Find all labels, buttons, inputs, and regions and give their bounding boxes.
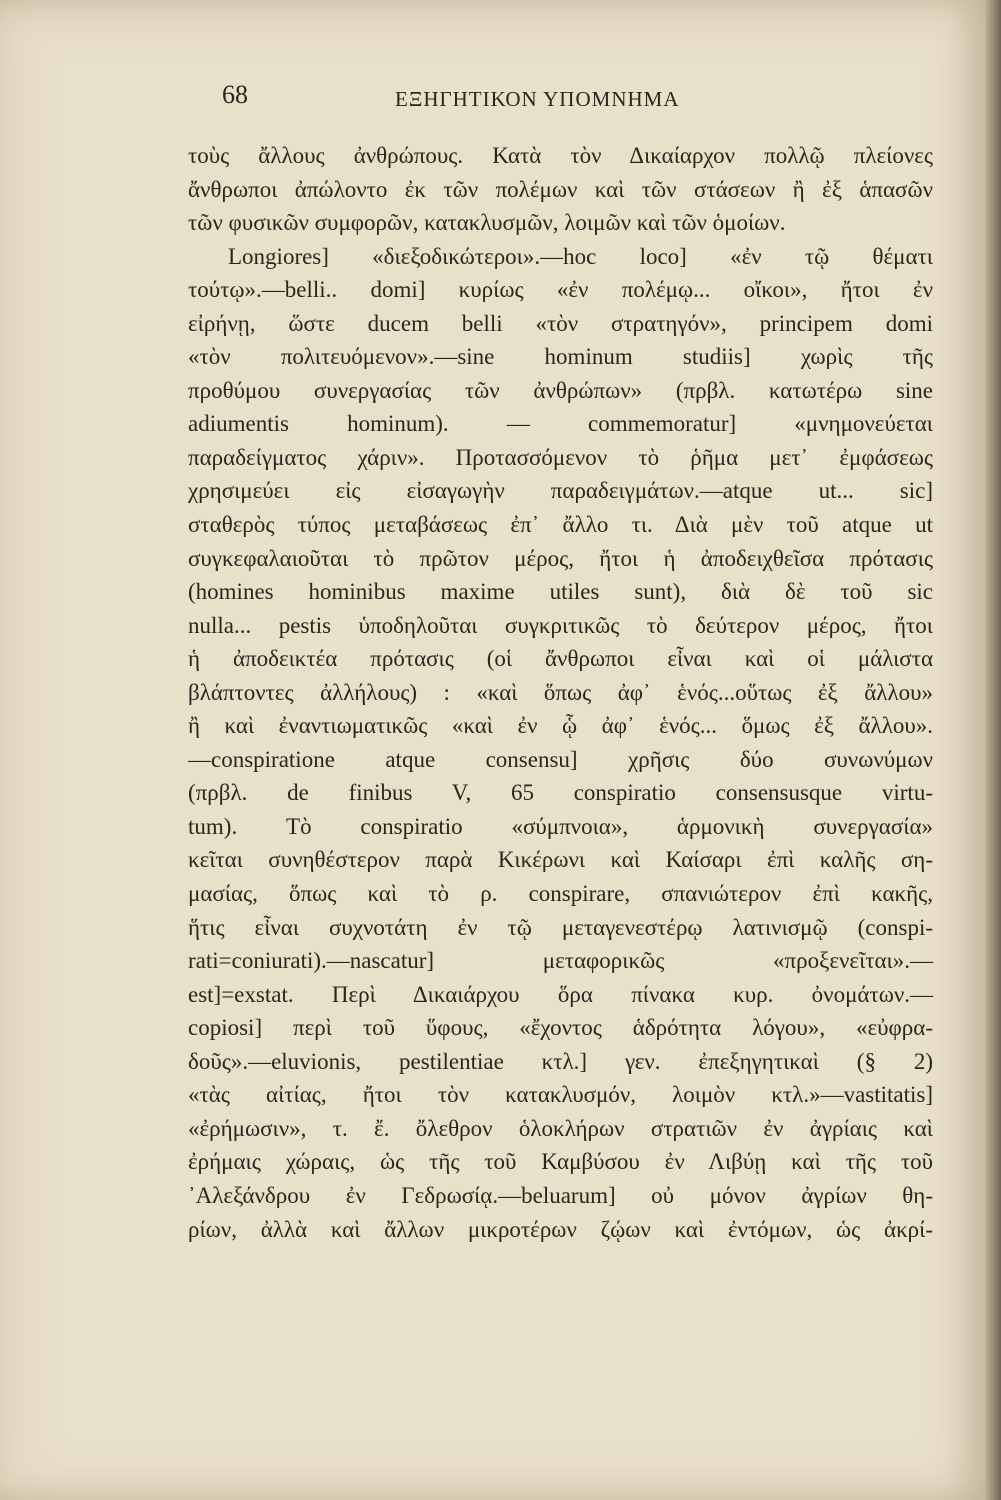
text-line: ἐρήμαις χώραις, ὡς τῆς τοῦ Καμβύσου ἐν Λιβύῃ καὶ τῆς τοῦ [188, 1149, 933, 1175]
text-line: (homines hominibus maxime utiles sunt), διὰ δὲ τοῦ sic [188, 579, 933, 605]
text-line: συγκεφαλαιοῦται τὸ πρῶτον μέρος, ἤτοι ἡ ἀποδειχθεῖσα πρότασις [188, 545, 933, 571]
text-line: «ἐρήμωσιν», τ. ἔ. ὄλεθρον ὁλοκλήρων στρατιῶν ἐν ἀγρίαις καὶ [188, 1115, 933, 1141]
text-line: nulla... pestis ὑποδηλοῦται συγκριτικῶς τὸ δεύτερον μέρος, ἤτοι [188, 612, 933, 638]
text-line: ᾽Αλεξάνδρου ἐν Γεδρωσίᾳ.—beluarum] οὐ μόνον ἀγρίων θη- [188, 1182, 933, 1208]
text-line: προθύμου συνεργασίας τῶν ἀνθρώπων» (πρβλ. κατωτέρω sine [188, 377, 933, 403]
text-line: adiumentis hominum). — commemoratur] «μνημονεύεται [188, 411, 933, 437]
page-header [0, 80, 985, 120]
text-line: ἢ καὶ ἐναντιωματικῶς «καὶ ἐν ᾧ ἀφ᾽ ἑνός... ὅμως ἐξ ἄλλου». [188, 713, 933, 739]
text-line: τῶν φυσικῶν συμφορῶν, κατακλυσμῶν, λοιμῶν καὶ τῶν ὁμοίων. [188, 210, 786, 236]
book-edge [985, 0, 1001, 1500]
commentary-text [188, 139, 933, 1246]
text-line: μασίας, ὅπως καὶ τὸ ρ. conspirare, σπανιώτερον ἐπὶ κακῆς, [188, 881, 933, 907]
text-line: ἡ ἀποδεικτέα πρότασις (οἱ ἄνθρωποι εἶναι καὶ οἱ μάλιστα [188, 646, 933, 672]
text-line: tum). Τὸ conspiratio «σύμπνοια», ἁρμονικὴ συνεργασία» [188, 813, 933, 839]
text-line: παραδείγματος χάριν». Προτασσόμενον τὸ ῥῆμα μετ᾽ ἐμφάσεως [188, 444, 933, 470]
text-line: δοῦς».—eluvionis, pestilentiae κτλ.] γεν. ἐπεξηγητικαὶ (§ 2) [188, 1048, 933, 1074]
text-line: τούτῳ».—belli.. domi] κυρίως «ἐν πολέμῳ... οἴκοι», ἤτοι ἐν [188, 277, 933, 303]
text-line: σταθερὸς τύπος μεταβάσεως ἐπ᾽ ἄλλο τι. Διὰ μὲν τοῦ atque ut [188, 512, 933, 538]
text-line: ἥτις εἶναι συχνοτάτη ἐν τῷ μεταγενεστέρῳ λατινισμῷ (conspi- [188, 914, 933, 940]
text-line: (πρβλ. de finibus V, 65 conspiratio consensusque virtu- [188, 780, 933, 806]
text-line: copiosi] περὶ τοῦ ὕφους, «ἔχοντος ἁδρότητα λόγου», «εὐφρα- [188, 1015, 933, 1041]
text-line: βλάπτοντες ἀλλήλους) : «καὶ ὅπως ἀφ᾽ ἑνός...οὕτως ἐξ ἄλλου» [188, 679, 933, 705]
page-number: 68 [222, 80, 248, 109]
text-line: «τὰς αἰτίας, ἤτοι τὸν κατακλυσμόν, λοιμὸν κτλ.»—vastitatis] [188, 1082, 933, 1108]
text-line: κεῖται συνηθέστερον παρὰ Κικέρωνι καὶ Καίσαρι ἐπὶ καλῆς ση- [188, 847, 933, 873]
text-line: τοὺς ἄλλους ἀνθρώπους. Κατὰ τὸν Δικαίαρχον πολλῷ πλείονες [188, 143, 933, 168]
running-title: ΕΞΗΓΗΤΙΚΟΝ ΥΠΟΜΝΗΜΑ [395, 87, 680, 111]
text-line: ρίων, ἀλλὰ καὶ ἄλλων μικροτέρων ζῴων καὶ ἐντόμων, ὡς ἀκρί- [188, 1216, 933, 1242]
text-line: χρησιμεύει εἰς εἰσαγωγὴν παραδειγμάτων.—atque ut... sic] [188, 478, 933, 504]
text-line: est]=exstat. Περὶ Δικαιάρχου ὅρα πίνακα κυρ. ὀνομάτων.— [188, 981, 933, 1007]
text-line: «τὸν πολιτευόμενον».—sine hominum studiis] χωρὶς τῆς [188, 344, 933, 370]
text-line: —conspiratione atque consensu] χρῆσις δύο συνωνύμων [188, 746, 933, 772]
text-line: rati=coniurati).—nascatur] μεταφορικῶς «προξενεῖται».— [188, 948, 933, 974]
text-line: ἄνθρωποι ἀπώλοντο ἐκ τῶν πολέμων καὶ τῶν στάσεων ἢ ἐξ ἁπασῶν [188, 176, 933, 202]
text-line: Longiores] «διεξοδικώτεροι».—hoc loco] «ἐν τῷ θέματι [228, 243, 933, 269]
text-line: εἰρήνῃ, ὥστε ducem belli «τὸν στρατηγόν», principem domi [188, 310, 933, 336]
